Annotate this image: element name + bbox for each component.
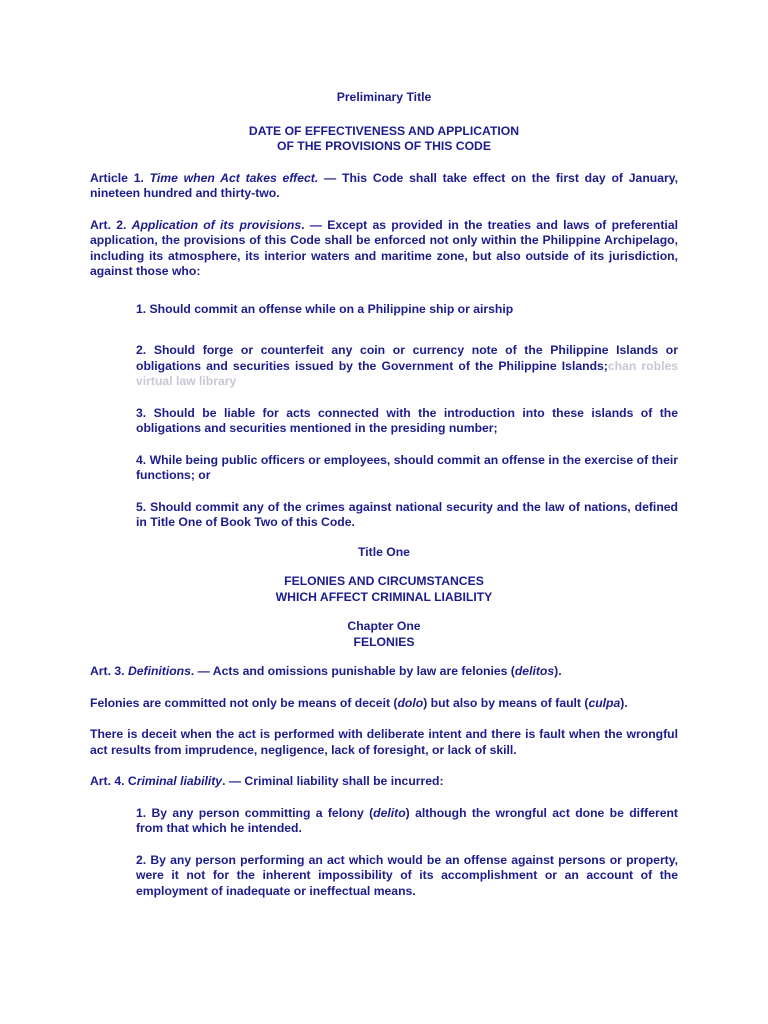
- list-item: [136, 343, 678, 390]
- article-text: . — Acts and omissions punishable by law are felonies (: [190, 664, 515, 678]
- heading-line: OF THE PROVISIONS OF THIS CODE: [277, 139, 491, 153]
- article-1: [90, 171, 678, 202]
- paragraph-text: Felonies are committed not only be means of deceit (: [90, 695, 398, 710]
- chapter-label: Chapter One: [347, 619, 421, 633]
- list-item: 2. By any person performing an act which would be an offense against persons or property, were it not for the inherent impossibility of its accomplishment or an account of the employment of inadequate or ineffectual means.: [136, 852, 678, 898]
- article-text: . — Except as provided in the treaties and laws of preferential application, the provisions of this Code shall be enforced not only within the Philippine Archipelago, including its atmosphere, its interior waters and maritime zone, but also outside of its jurisdiction, against those who:: [90, 217, 678, 278]
- list-item-text: 1. By any person committing a felony (: [136, 805, 374, 820]
- article-label: Art. 4. C: [90, 774, 137, 788]
- section-heading: [90, 574, 678, 605]
- list-item: [136, 806, 678, 837]
- article-title: riminal liability: [136, 774, 223, 788]
- list-item: 4. While being public officers or employees, should commit an offense in the exercise of their functions; or: [136, 452, 678, 482]
- article-text: . — Criminal liability shall be incurred:: [222, 774, 444, 788]
- list-item-text: ) although the wrongful act done be different from that which he intended.: [136, 805, 678, 835]
- list-item: 5. Should commit any of the crimes against national security and the law of nations, defined in Title One of Book Two of this Code.: [136, 499, 678, 529]
- heading-line: WHICH AFFECT CRIMINAL LIABILITY: [275, 589, 493, 604]
- paragraph-text: ).: [620, 695, 628, 710]
- article-title: Time when Act takes effect.: [149, 170, 319, 185]
- section-heading: [90, 124, 678, 155]
- latin-term: delitos: [514, 664, 555, 678]
- latin-term: dolo: [397, 695, 424, 710]
- article-3: [90, 664, 678, 680]
- latin-term: culpa: [588, 695, 621, 710]
- paragraph-text: ) but also by means of fault (: [423, 695, 589, 710]
- document-page: [90, 90, 678, 899]
- list-item: 1. Should commit an offense while on a Philippine ship or airship: [136, 301, 514, 316]
- article-text: ).: [554, 664, 562, 678]
- chapter-title: FELONIES: [353, 634, 415, 649]
- list-item-text: 2. Should forge or counterfeit any coin or currency note of the Philippine Islands or obligations and securities issued by the Government of the Philippine Islands;: [136, 343, 678, 373]
- heading-line: DATE OF EFFECTIVENESS AND APPLICATION: [248, 123, 520, 138]
- heading-line: FELONIES AND CIRCUMSTANCES: [284, 574, 484, 588]
- watermark-text: chan robles virtual law library: [136, 358, 679, 388]
- article-2: [90, 218, 678, 280]
- article-label: Art. 2.: [90, 217, 132, 232]
- article-text: — This Code shall take effect on the first day of January, nineteen hundred and thirty-two.: [90, 170, 678, 200]
- chapter-heading: [90, 619, 678, 650]
- article-label: Art. 3.: [90, 664, 128, 678]
- article-4: [90, 774, 678, 790]
- preliminary-title: Preliminary Title: [336, 90, 432, 104]
- title-one: Title One: [358, 544, 410, 559]
- latin-term: delito: [373, 805, 406, 820]
- list-item: 3. Should be liable for acts connected with the introduction into these islands of the obligations and securities mentioned in the presiding number;: [136, 405, 678, 435]
- deceit-paragraph: There is deceit when the act is performed with deliberate intent and there is fault when the wrongful act results from imprudence, negligence, lack of foresight, or lack of skill.: [90, 727, 678, 757]
- article-label: Article 1.: [90, 170, 150, 185]
- article-title: Application of its provisions: [131, 217, 302, 232]
- article-title: Definitions: [127, 664, 191, 678]
- felonies-paragraph: [90, 696, 678, 712]
